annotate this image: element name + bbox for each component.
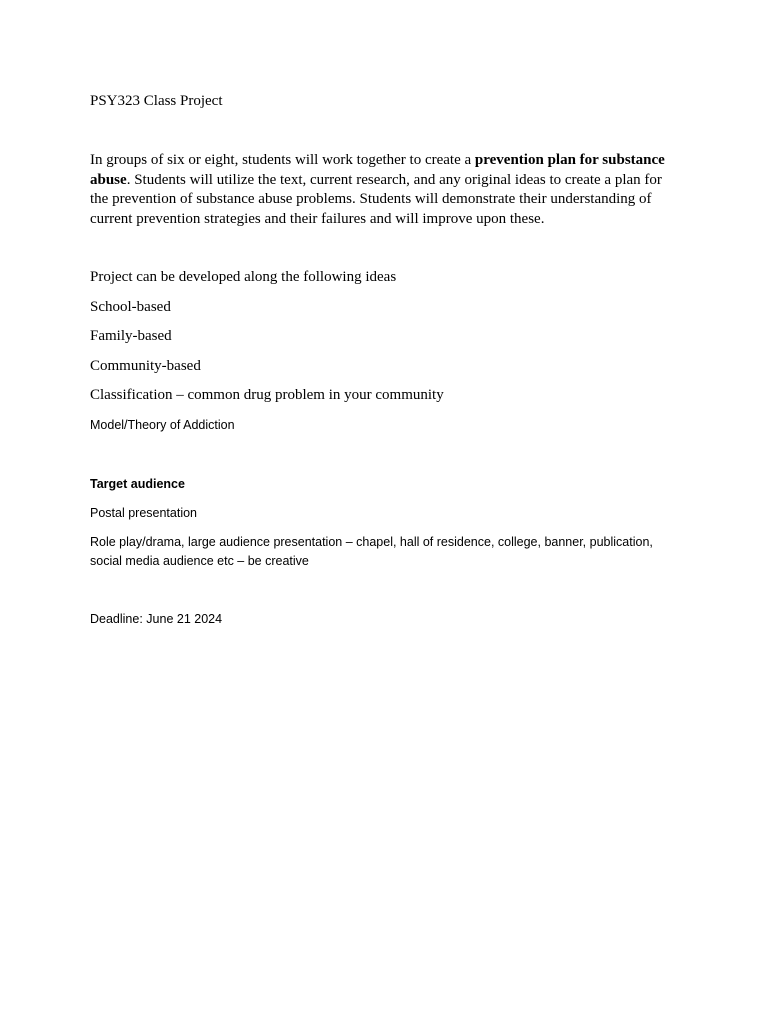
deadline-text: Deadline: June 21 2024 xyxy=(90,612,223,626)
target-item-role-play: Role play/drama, large audience presentation – chapel, hall of residence, college, banner, publication, social media audience etc – be creative xyxy=(90,535,653,568)
idea-item-school-based: School-based xyxy=(90,299,171,315)
idea-item-family-based: Family-based xyxy=(90,328,172,344)
intro-text-end: . Students will utilize the text, current research, and any original ideas to create a plan for the prevention of substance abuse problems. Students will demonstrate their understanding of current prevention strategies and their failures and will improve upon these. xyxy=(90,171,662,227)
document-page xyxy=(90,0,680,1024)
idea-item-classification: Classification – common drug problem in your community xyxy=(90,387,444,403)
target-audience-heading: Target audience xyxy=(90,477,185,491)
target-item-postal: Postal presentation xyxy=(90,506,198,520)
intro-text-start: In groups of six or eight, students will work together to create a xyxy=(90,152,475,168)
ideas-lead-text: Project can be developed along the following ideas xyxy=(90,269,397,285)
intro-paragraph xyxy=(90,151,680,229)
document-title: PSY323 Class Project xyxy=(90,93,223,109)
idea-item-model-theory: Model/Theory of Addiction xyxy=(90,418,235,432)
idea-item-community-based: Community-based xyxy=(90,358,201,374)
intro-bold-phrase: prevention plan for substance abuse xyxy=(90,152,665,188)
